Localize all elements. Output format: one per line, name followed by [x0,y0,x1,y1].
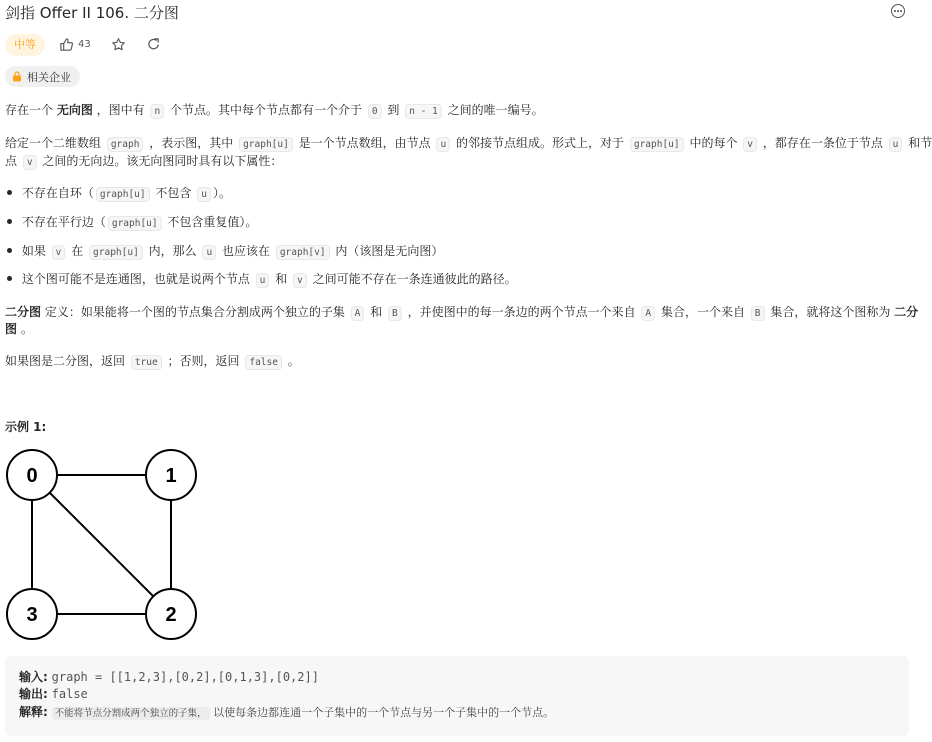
share-button[interactable] [146,37,161,52]
lock-icon [12,71,22,82]
inline-code: u [889,137,903,152]
definition-paragraph-cont [5,320,33,338]
input-value: graph = [[1,2,3],[0,2],[0,1,3],[0,2]] [51,670,319,684]
text: 到 [383,103,404,117]
text: ；否则，返回 [163,354,244,368]
text: ，并使图中的每一条边的两个节点一个来自 [403,305,640,319]
tag-label: 相关企业 [27,70,71,84]
inline-code: v [23,155,37,170]
inline-code: n [150,104,164,119]
graph-node-label: 3 [26,604,38,626]
inline-code: graph[u] [239,137,293,152]
text: 之间的无向边。该无向图同时具有以下属性： [38,154,283,168]
inline-code: u [256,273,270,288]
text: 不存在平行边（ [21,215,106,229]
text: 也应该在 [218,244,274,258]
inline-code: 0 [368,104,382,119]
text: 是一个节点数组，由节点 [294,136,435,150]
output-value: false [51,687,88,701]
text: 内（该图是无向图） [331,244,444,258]
text-bold: 二分图 [5,305,42,319]
example-io-box [5,656,909,736]
example-graph-diagram [5,448,200,643]
explanation-highlight: 不能将节点分割成两个独立的子集， [52,707,210,720]
property-list-item [5,213,257,233]
text: 定义：如果能将一个图的节点集合分割成两个独立的子集 [41,305,349,319]
inline-code: v [52,245,66,260]
inline-code: true [131,355,162,370]
problem-title: 剑指 Offer II 106. 二分图 [5,4,179,22]
text: 之间可能不存在一条连通彼此的路径。 [308,272,517,286]
text: 如果 [21,244,50,258]
graph-node-label: 2 [165,604,177,626]
example-input [19,669,319,686]
text: 之间的唯一编号。 [443,103,544,117]
text: ，表示图，其中 [145,136,238,150]
inline-code: graph [107,137,144,152]
text: 和节 [904,136,932,150]
text: 内，那么 [144,244,201,258]
text: ，都存在一条位于节点 [759,136,887,150]
inline-code: u [197,187,211,202]
graph-node [7,450,57,500]
star-icon [111,37,126,52]
inline-code: B [388,306,402,321]
input-label: 输入: [19,670,48,684]
text: 不存在自环（ [21,186,94,200]
text-bold: 二分 [894,305,919,319]
inline-code: graph[u] [108,216,162,231]
example-output [19,686,88,703]
text: 集合，就将这个图称为 [766,305,895,319]
inline-code: u [202,245,216,260]
property-list-item [5,242,443,262]
difficulty-badge: 中等 [5,34,45,56]
text: ，图中有 [92,103,149,117]
inline-code: graph[v] [276,245,330,260]
inline-code: graph[u] [630,137,684,152]
like-button[interactable] [59,37,91,52]
favorite-button[interactable] [111,37,126,52]
inline-code: A [351,306,365,321]
inline-code: v [743,137,757,152]
return-paragraph [5,352,300,372]
graph-node [146,450,196,500]
text: 。 [17,322,33,336]
text: ）。 [212,186,231,200]
text: 和 [366,305,387,319]
inline-code: u [436,137,450,152]
text: 这个图可能不是连通图，也就是说两个节点 [21,272,254,286]
inline-code: false [245,355,282,370]
text: 给定一个二维数组 [5,136,105,150]
graph-node-label: 0 [26,465,38,487]
text: 和 [271,272,292,286]
example-title: 示例 1: [5,420,47,434]
graph-node [146,589,196,639]
more-options-icon[interactable] [891,4,905,18]
like-count: 43 [78,39,91,50]
property-list-item [5,270,517,290]
text-bold: 图 [5,322,18,336]
description-paragraph-2 [5,134,932,154]
inline-code: n - 1 [405,104,442,119]
text: 如果图是二分图，返回 [5,354,129,368]
problem-meta-bar [5,33,161,56]
graph-node-label: 1 [165,465,177,487]
text: 中的每个 [685,136,742,150]
example-explanation [19,704,554,722]
inline-code: A [641,306,655,321]
description-paragraph-2-cont [5,152,282,172]
graph-edge [32,475,171,614]
text-bold: 无向图 [56,103,93,117]
text: 不包含重复值）。 [163,215,258,229]
inline-code: v [293,273,307,288]
text: 的邻接节点组成。形式上，对于 [452,136,628,150]
graph-node [7,589,57,639]
text: 集合，一个来自 [657,305,749,319]
property-list-item [5,184,231,204]
explanation-label: 解释: [19,705,48,719]
inline-code: graph[u] [96,187,150,202]
inline-code: B [751,306,765,321]
text: 不包含 [151,186,196,200]
description-paragraph-1 [5,101,544,121]
thumbs-up-icon [59,37,74,52]
text: 存在一个 [5,103,57,117]
text: 个节点。其中每个节点都有一个介于 [166,103,366,117]
definition-paragraph [5,303,918,323]
related-companies-tag[interactable] [5,66,80,87]
explanation-text: 以使每条边都连通一个子集中的一个节点与另一个子集中的一个节点。 [213,706,555,719]
text: 。 [283,354,300,368]
text: 在 [67,244,88,258]
share-icon [146,37,161,52]
output-label: 输出: [19,687,48,701]
text: 点 [5,154,21,168]
inline-code: graph[u] [89,245,143,260]
